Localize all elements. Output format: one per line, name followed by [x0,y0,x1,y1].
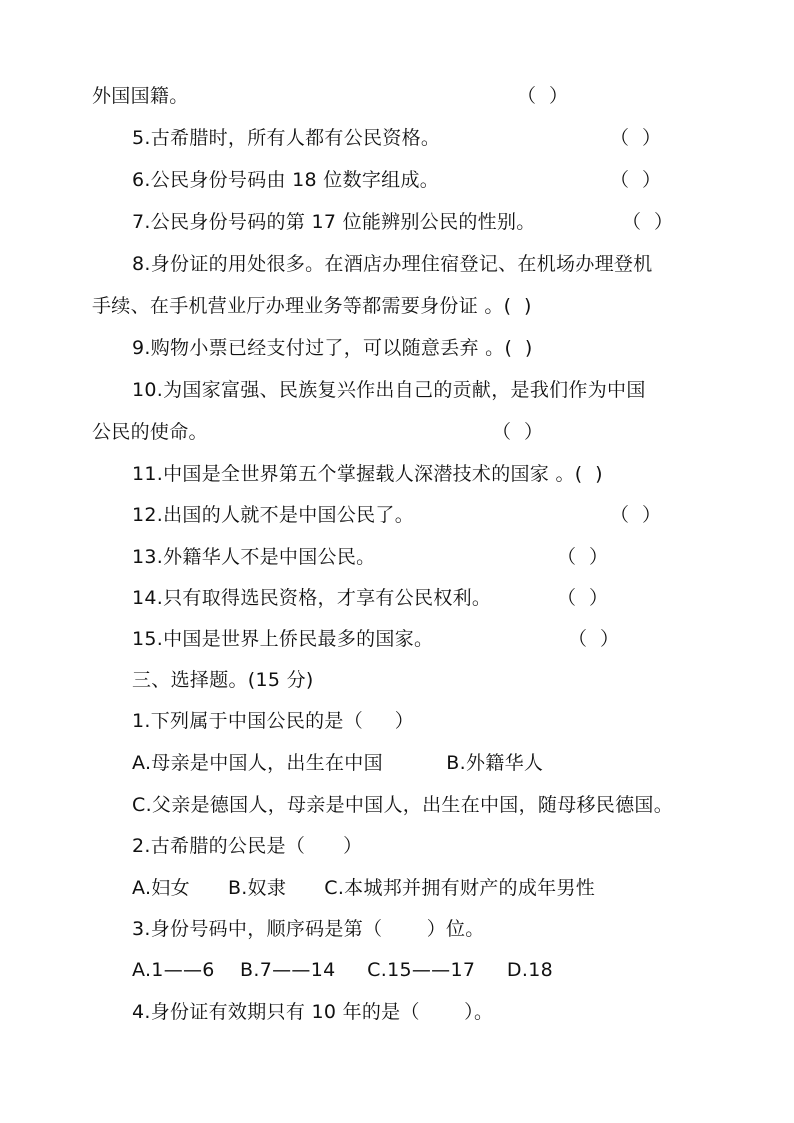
question-13 [132,545,609,569]
line-text: 4.身份证有效期只有 10 年的是（ ）。 [132,1001,494,1023]
line-text: 公民的使命。 [92,421,208,443]
question-15 [132,627,620,651]
line-text: 1.下列属于中国公民的是（ ） [132,710,415,732]
line-text: 10.为国家富强、民族复兴作出自己的贡献，是我们作为中国 [132,379,646,401]
answer-bracket: （ ） [610,169,662,191]
question-8-line-2 [92,294,532,318]
choice-2-options [132,876,595,900]
line-text: A.1——6 B.7——14 C.15——17 D.18 [132,959,553,981]
line-text: A.妇女 B.奴隶 C.本城邦并拥有财产的成年男性 [132,877,596,899]
line-text: 11.中国是全世界第五个掌握载人深潜技术的国家 。( ) [132,463,603,485]
question-7 [132,210,674,234]
choice-1-options-ab [132,751,543,775]
line-text: 9.购物小票已经支付过了，可以随意丢弃 。( ) [132,337,533,359]
answer-bracket: （ ） [568,628,620,650]
answer-bracket: （ ） [492,421,544,443]
choice-question-3 [132,917,485,941]
line-text: 2.古希腊的公民是（ ） [132,835,363,857]
choice-question-4 [132,1000,493,1024]
line-text: 三、选择题。(15 分) [132,669,314,691]
section-3-heading [132,668,314,692]
line-text: 3.身份号码中，顺序码是第（ ）位。 [132,918,485,940]
line-text: 13.外籍华人不是中国公民。 [132,546,376,568]
answer-bracket: （ ） [622,211,674,233]
question-6 [132,168,662,192]
line-text: 6.公民身份号码由 18 位数字组成。 [132,169,440,191]
line-text: 7.公民身份号码的第 17 位能辨别公民的性别。 [132,211,536,233]
question-11 [132,462,603,486]
question-12 [132,503,662,527]
choice-question-1 [132,709,414,733]
question-10-line-2 [92,420,544,444]
line-text: C.父亲是德国人，母亲是中国人，出生在中国，随母移民德国。 [132,794,674,816]
choice-3-options [132,958,553,982]
answer-bracket: （ ） [557,546,609,568]
line-text: 15.中国是世界上侨民最多的国家。 [132,628,434,650]
line-text: 外国国籍。 [92,85,189,107]
line-text: 5.古希腊时，所有人都有公民资格。 [132,127,441,149]
line-text: A.母亲是中国人，出生在中国 B.外籍华人 [132,752,544,774]
answer-bracket: （ ） [517,85,569,107]
question-4-continued [92,84,569,108]
question-14 [132,586,609,610]
line-text: 8.身份证的用处很多。在酒店办理住宿登记、在机场办理登机 [132,253,653,275]
line-text: 14.只有取得选民资格，才享有公民权利。 [132,587,492,609]
question-5 [132,126,662,150]
answer-bracket: （ ） [610,127,662,149]
choice-question-2 [132,834,362,858]
line-text: 手续、在手机营业厅办理业务等都需要身份证 。( ) [92,295,532,317]
line-text: 12.出国的人就不是中国公民了。 [132,504,415,526]
choice-1-option-c [132,793,673,817]
answer-bracket: （ ） [610,504,662,526]
question-8-line-1 [132,252,653,276]
question-9 [132,336,533,360]
question-10-line-1 [132,378,646,402]
answer-bracket: （ ） [557,587,609,609]
